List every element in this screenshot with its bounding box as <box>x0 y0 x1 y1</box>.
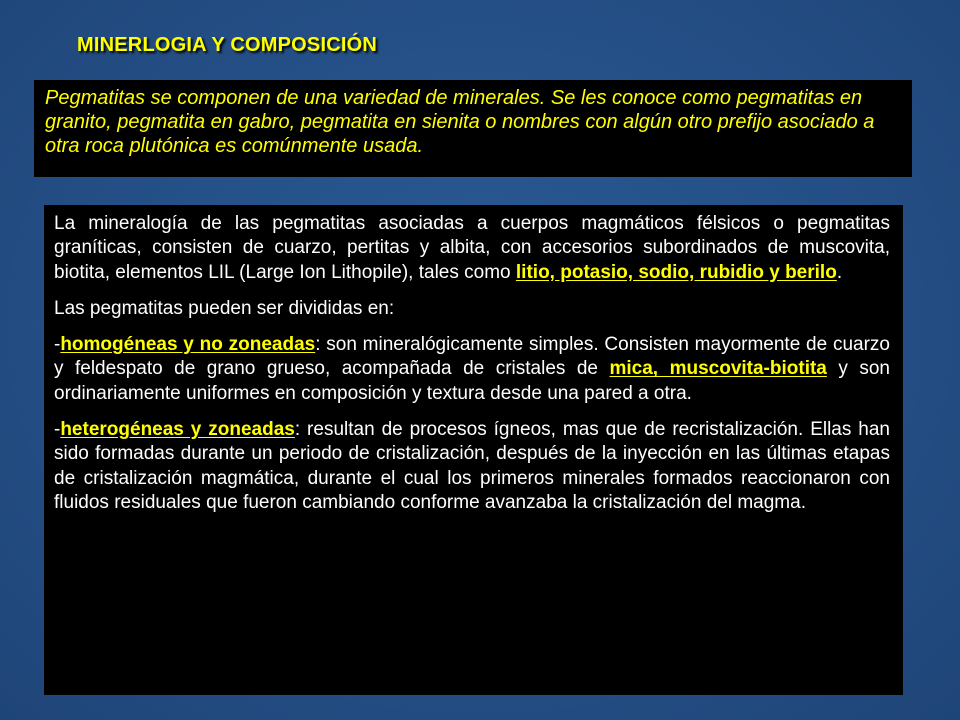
heterogeneous-term-highlight: heterogéneas y zoneadas <box>60 419 295 441</box>
homogeneous-text-end: y son ordinariamente uniformes en composición y textura desde una pared a otra. <box>54 358 890 404</box>
intro-text-box <box>34 80 912 177</box>
homogeneous-term-highlight: homogéneas y no zoneadas <box>60 334 316 356</box>
mineralogy-end: . <box>836 261 843 283</box>
heterogeneous-text: resultan de procesos ígneos, mas que de recristalización. Ellas han sido formadas durante un periodo de cristalización, después de la inyección en las últimas etapas de cristalización magmática, durante el cual los primeros minerales formados reaccionaron con fluidos residuales que fueron cambiando conforme avanzaba la cristalización del magma. <box>54 419 890 513</box>
slide-title: MINERLOGIA Y COMPOSICIÓN <box>77 34 378 56</box>
mineralogy-elements-highlight: litio, potasio, sodio, rubidio y berilo <box>515 261 837 283</box>
body-text-box <box>44 205 903 695</box>
intro-paragraph: Pegmatitas se componen de una variedad de minerales. Se les conoce como pegmatitas en granito, pegmatita en gabro, pegmatita en sienita o nombres con algún otro prefijo asociado a otra roca plutónica es comúnmente usada. <box>45 87 875 157</box>
division-intro-paragraph: Las pegmatitas pueden ser divididas en: <box>54 297 395 319</box>
homogeneous-dash: - <box>54 334 61 356</box>
homogeneous-colon: : <box>315 334 321 356</box>
homogeneous-paragraph <box>54 333 890 406</box>
mineralogy-paragraph <box>54 212 890 285</box>
heterogeneous-colon: : <box>294 419 301 441</box>
mica-highlight: mica, muscovita-biotita <box>609 358 827 380</box>
heterogeneous-dash: - <box>54 419 61 441</box>
heterogeneous-paragraph <box>54 418 890 515</box>
homogeneous-text: son mineralógicamente simples. Consisten mayormente de cuarzo y feldespato de grano grueso, acompañada de cristales de <box>54 334 890 380</box>
mineralogy-text: La mineralogía de las pegmatitas asociadas a cuerpos magmáticos félsicos o pegmatitas graníticas, consisten de cuarzo, pertitas y albita, con accesorios subordinados de muscovita, biotita, elementos LIL (Large Ion Lithopile), tales como <box>54 213 890 283</box>
